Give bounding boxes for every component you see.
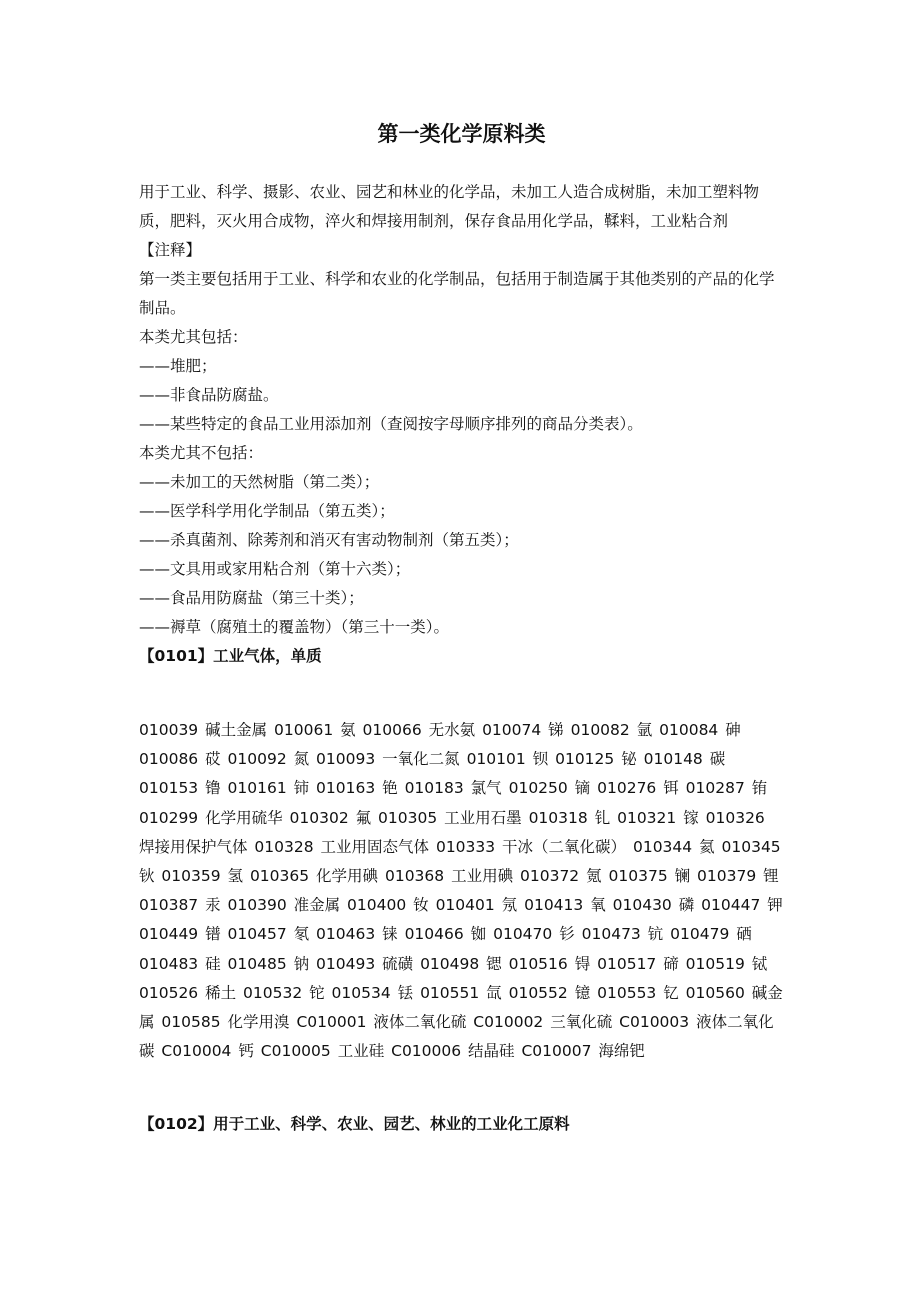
excludes-item: ——食品用防腐盐（第三十类）； [139,589,364,607]
class-description: 用于工业、科学、摄影、农业、园艺和林业的化学品，未加工人造合成树脂，未加工塑料物质，肥料，灭火用合成物，淬火和焊接用制剂，保存食品用化学品，鞣料，工业粘合剂 [139,183,760,230]
excludes-item: ——医学科学用化学制品（第五类）； [139,502,395,520]
includes-item: ——非食品防腐盐。 [139,386,279,404]
includes-item: ——堆肥； [139,357,217,375]
excludes-item: ——未加工的天然树脂（第二类）； [139,473,380,491]
section-0101-items: 010039 碱土金属 010061 氨 010066 无水氨 010074 锑 010082 氩 010084 砷 010086 砹 010092 氮 010093 一氧化二氮 010101 钡 010125 铋 010148 碳 010153 镥 010161 铈 010163 铯 010183 氯气 010250 镝 010276 铒 010287 铕 010299 化学用硫华 010302 氟 010305 工业用石墨 010318 钆 010321 镓 010326 焊接用保护气体 010328 工业用固态气体 010333 干冰（二氧化碳） 010344 氦 010345 钬 010359 氢 010365 化学用碘 010368 工业用碘 010372 氪 010375 镧 010379 锂 010387 汞 010390 准金属 010400 钕 010401 氖 010413 氧 010430 磷 010447 钾 010449 镨 010457 氡 010463 铼 010466 铷 010470 钐 010473 钪 010479 硒 010483 硅 010485 钠 010493 硫磺 010498 锶 010516 锝 010517 碲 010519 铽 010526 稀土 010532 铊 010534 铥 010551 氙 010552 镱 010553 钇 010560 碱金属 010585 化学用溴 C010001 液体二氧化硫 C010002 三氧化硫 C010003 液体二氧化碳 C010004 钙 C010005 工业硅 C010006 结晶硅 C010007 海绵钯 [139,721,783,1061]
includes-heading: 本类尤其包括： [139,328,248,346]
excludes-heading: 本类尤其不包括： [139,444,264,462]
includes-item: ——某些特定的食品工业用添加剂（查阅按字母顺序排列的商品分类表）。 [139,415,643,433]
class-description-block [139,178,784,671]
excludes-item: ——褥草（腐殖土的覆盖物）（第三十一类）。 [139,618,450,636]
section-0102-heading: 【0102】用于工业、科学、农业、园艺、林业的工业化工原料 [139,1115,570,1133]
excludes-item: ——文具用或家用粘合剂（第十六类）； [139,560,411,578]
excludes-item: ——杀真菌剂、除莠剂和消灭有害动物制剂（第五类）； [139,531,519,549]
note-text: 第一类主要包括用于工业、科学和农业的化学制品，包括用于制造属于其他类别的产品的化学制品。 [139,270,775,317]
note-heading: 【注释】 [139,241,202,259]
page-title: 第一类化学原料类 [377,122,546,146]
section-0101-heading: 【0101】工业气体，单质 [139,647,322,665]
